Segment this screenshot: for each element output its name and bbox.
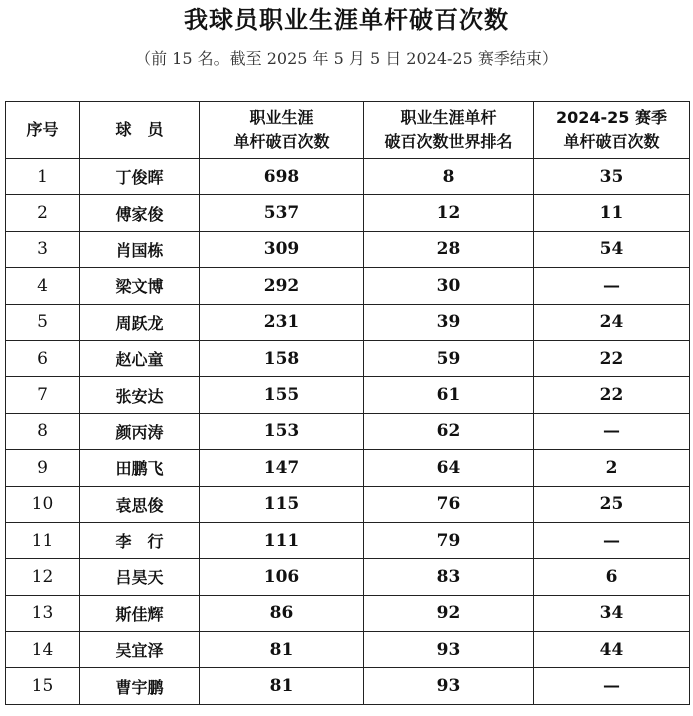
table-row bbox=[6, 231, 690, 267]
cell-rank: 4 bbox=[6, 268, 80, 304]
cell-rank: 10 bbox=[6, 486, 80, 522]
cell-career-centuries: 147 bbox=[200, 450, 364, 486]
table-row bbox=[6, 595, 690, 631]
cell-season-centuries: 35 bbox=[534, 159, 690, 195]
cell-season-centuries: — bbox=[534, 268, 690, 304]
table-row bbox=[6, 413, 690, 449]
header-rank: 序号 bbox=[6, 102, 80, 159]
table-row bbox=[6, 486, 690, 522]
cell-season-centuries: 6 bbox=[534, 559, 690, 595]
cell-career-centuries: 231 bbox=[200, 304, 364, 340]
header-world-ranking bbox=[364, 102, 534, 159]
table-row bbox=[6, 340, 690, 376]
cell-player: 梁文博 bbox=[80, 268, 200, 304]
header-career-line1: 职业生涯 bbox=[249, 108, 314, 127]
cell-season-centuries: — bbox=[534, 413, 690, 449]
table-row bbox=[6, 522, 690, 558]
cell-player: 袁思俊 bbox=[80, 486, 200, 522]
cell-rank: 3 bbox=[6, 231, 80, 267]
cell-rank: 8 bbox=[6, 413, 80, 449]
cell-season-centuries: 24 bbox=[534, 304, 690, 340]
cell-career-centuries: 158 bbox=[200, 340, 364, 376]
cell-world-ranking: 61 bbox=[364, 377, 534, 413]
cell-world-ranking: 30 bbox=[364, 268, 534, 304]
cell-world-ranking: 39 bbox=[364, 304, 534, 340]
cell-career-centuries: 537 bbox=[200, 195, 364, 231]
cell-season-centuries: 2 bbox=[534, 450, 690, 486]
header-season-line2: 单杆破百次数 bbox=[563, 132, 660, 151]
cell-world-ranking: 76 bbox=[364, 486, 534, 522]
cell-career-centuries: 115 bbox=[200, 486, 364, 522]
cell-career-centuries: 106 bbox=[200, 559, 364, 595]
table-row bbox=[6, 304, 690, 340]
cell-career-centuries: 81 bbox=[200, 668, 364, 704]
cell-rank: 12 bbox=[6, 559, 80, 595]
cell-career-centuries: 111 bbox=[200, 522, 364, 558]
page-subtitle: （前 15 名。截至 2025 年 5 月 5 日 2024-25 赛季结束） bbox=[135, 49, 558, 68]
table-body bbox=[6, 159, 690, 705]
cell-career-centuries: 81 bbox=[200, 632, 364, 668]
cell-player: 田鹏飞 bbox=[80, 450, 200, 486]
cell-season-centuries: 11 bbox=[534, 195, 690, 231]
header-world-line2: 破百次数世界排名 bbox=[384, 132, 513, 151]
cell-world-ranking: 28 bbox=[364, 231, 534, 267]
cell-player: 颜丙涛 bbox=[80, 413, 200, 449]
cell-season-centuries: 22 bbox=[534, 340, 690, 376]
cell-player: 曹宇鹏 bbox=[80, 668, 200, 704]
cell-season-centuries: 54 bbox=[534, 231, 690, 267]
table-row bbox=[6, 668, 690, 704]
cell-rank: 7 bbox=[6, 377, 80, 413]
cell-world-ranking: 93 bbox=[364, 632, 534, 668]
cell-career-centuries: 153 bbox=[200, 413, 364, 449]
page-title: 我球员职业生涯单杆破百次数 bbox=[184, 6, 509, 34]
cell-rank: 14 bbox=[6, 632, 80, 668]
cell-world-ranking: 12 bbox=[364, 195, 534, 231]
cell-player: 张安达 bbox=[80, 377, 200, 413]
header-season-centuries bbox=[534, 102, 690, 159]
century-breaks-table bbox=[5, 101, 690, 705]
cell-rank: 9 bbox=[6, 450, 80, 486]
cell-player: 吕昊天 bbox=[80, 559, 200, 595]
table-row bbox=[6, 559, 690, 595]
cell-rank: 6 bbox=[6, 340, 80, 376]
cell-world-ranking: 93 bbox=[364, 668, 534, 704]
cell-rank: 13 bbox=[6, 595, 80, 631]
cell-career-centuries: 309 bbox=[200, 231, 364, 267]
header-season-line1: 2024-25 赛季 bbox=[555, 108, 667, 127]
cell-player: 丁俊晖 bbox=[80, 159, 200, 195]
table-header-row bbox=[6, 102, 690, 159]
cell-season-centuries: 44 bbox=[534, 632, 690, 668]
cell-player: 吴宜泽 bbox=[80, 632, 200, 668]
cell-world-ranking: 62 bbox=[364, 413, 534, 449]
cell-player: 赵心童 bbox=[80, 340, 200, 376]
table-row bbox=[6, 195, 690, 231]
cell-world-ranking: 64 bbox=[364, 450, 534, 486]
header-career-line2: 单杆破百次数 bbox=[233, 132, 330, 151]
table-row bbox=[6, 377, 690, 413]
cell-season-centuries: — bbox=[534, 668, 690, 704]
header-career-centuries bbox=[200, 102, 364, 159]
cell-world-ranking: 59 bbox=[364, 340, 534, 376]
cell-world-ranking: 92 bbox=[364, 595, 534, 631]
table-row bbox=[6, 268, 690, 304]
cell-career-centuries: 155 bbox=[200, 377, 364, 413]
cell-rank: 15 bbox=[6, 668, 80, 704]
cell-player: 傅家俊 bbox=[80, 195, 200, 231]
cell-career-centuries: 698 bbox=[200, 159, 364, 195]
cell-rank: 5 bbox=[6, 304, 80, 340]
header-world-line1: 职业生涯单杆 bbox=[400, 108, 497, 127]
cell-player: 肖国栋 bbox=[80, 231, 200, 267]
cell-rank: 2 bbox=[6, 195, 80, 231]
cell-career-centuries: 86 bbox=[200, 595, 364, 631]
cell-player: 斯佳辉 bbox=[80, 595, 200, 631]
cell-season-centuries: — bbox=[534, 522, 690, 558]
table-row bbox=[6, 450, 690, 486]
cell-world-ranking: 8 bbox=[364, 159, 534, 195]
cell-player: 周跃龙 bbox=[80, 304, 200, 340]
cell-season-centuries: 34 bbox=[534, 595, 690, 631]
cell-rank: 11 bbox=[6, 522, 80, 558]
table-row bbox=[6, 632, 690, 668]
cell-career-centuries: 292 bbox=[200, 268, 364, 304]
cell-season-centuries: 22 bbox=[534, 377, 690, 413]
table-row bbox=[6, 159, 690, 195]
cell-season-centuries: 25 bbox=[534, 486, 690, 522]
cell-world-ranking: 79 bbox=[364, 522, 534, 558]
cell-player: 李 行 bbox=[80, 522, 200, 558]
header-player: 球 员 bbox=[80, 102, 200, 159]
cell-world-ranking: 83 bbox=[364, 559, 534, 595]
cell-rank: 1 bbox=[6, 159, 80, 195]
